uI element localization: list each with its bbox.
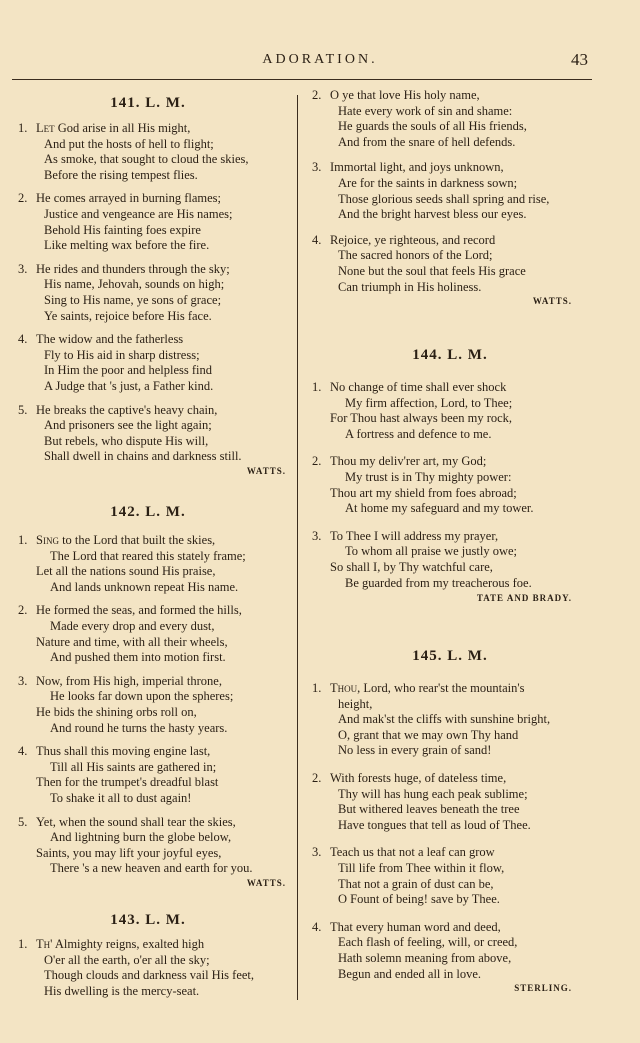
first-word: Sing — [36, 533, 59, 547]
stanza-1 — [0, 533, 296, 595]
stanza-line: Justice and vengeance are His names; — [44, 206, 233, 221]
stanza-line: There 's a new heaven and earth for you. — [50, 861, 253, 876]
stanza-number: 3. — [312, 160, 322, 175]
stanza-2 — [0, 191, 296, 253]
stanza-line: To Thee I will address my prayer, — [330, 528, 499, 543]
stanza-line: No change of time shall ever shock — [330, 380, 507, 394]
stanza-line: Fly to His aid in sharp distress; — [44, 347, 200, 362]
stanza-line: And from the snare of hell defends. — [338, 134, 516, 149]
hymn-title: 144. L. M. — [412, 347, 488, 363]
stanza-line: The widow and the fatherless — [36, 332, 184, 347]
stanza-line — [0, 937, 296, 953]
stanza-line: Yet, when the sound shall tear the skies, — [36, 814, 236, 829]
stanza-line: And lightning burn the globe below, — [50, 830, 232, 845]
stanza-line: O Fount of being! save by Thee. — [338, 892, 500, 907]
stanza-number: 3. — [18, 673, 28, 688]
stanza-line: To shake it all to dust again! — [50, 790, 192, 805]
stanza-3 — [0, 674, 296, 736]
stanza-line: Be guarded from my treacherous foe. — [345, 575, 532, 590]
hymn-144 — [300, 344, 600, 603]
stanza-number: 2. — [18, 603, 28, 618]
stanza-line: And prisoners see the light again; — [44, 418, 212, 433]
stanza-2 — [0, 603, 296, 665]
stanza-1 — [0, 937, 296, 999]
stanza-line: He guards the souls of all His friends, — [338, 119, 527, 134]
stanza-line: Ye saints, rejoice before His face. — [44, 308, 212, 323]
stanza-line: Shall dwell in chains and darkness still. — [44, 449, 242, 464]
stanza-3 — [300, 529, 600, 591]
stanza-line: Till life from Thee within it flow, — [338, 860, 505, 875]
stanza-line: And put the hosts of hell to flight; — [44, 136, 214, 151]
stanza-line: He looks far down upon the spheres; — [50, 689, 234, 704]
stanza-line: In Him the poor and helpless find — [44, 363, 213, 378]
stanza-line: Nature and time, with all their wheels, — [36, 634, 228, 649]
stanza-line: He bids the shining orbs roll on, — [36, 704, 197, 719]
stanza-number: 1. — [18, 121, 28, 135]
stanza-line — [0, 533, 296, 549]
stanza-line: That not a grain of dust can be, — [338, 876, 494, 891]
page-header — [0, 52, 640, 72]
stanza-line: But rebels, who dispute His will, — [44, 433, 209, 448]
stanza-line: For Thou hast always been my rock, — [330, 411, 513, 426]
stanza-line: No less in every grain of sand! — [338, 743, 492, 758]
stanza-number: 2. — [312, 88, 322, 102]
stanza-3 — [300, 845, 600, 907]
line-text: , Lord, who rear'st the mountain's — [357, 681, 525, 695]
hymn-title: 142. L. M. — [110, 504, 186, 520]
stanza-line: Let all the nations sound His praise, — [36, 564, 216, 579]
stanza-line: Those glorious seeds shall spring and rise, — [338, 191, 550, 206]
stanza-line: Thy will has hung each peak sublime; — [338, 786, 528, 801]
stanza-line: And lands unknown repeat His name. — [50, 579, 239, 594]
stanza-number: 3. — [18, 261, 28, 276]
stanza-line: His name, Jehovah, sounds on high; — [44, 277, 225, 292]
stanza-line: The Lord that reared this stately frame; — [50, 548, 246, 563]
stanza-number: 4. — [18, 332, 28, 347]
stanza-2 — [300, 771, 600, 833]
hymn-143 — [0, 909, 296, 999]
stanza-line: Thus shall this moving engine last, — [36, 744, 211, 759]
stanza-number: 1. — [18, 937, 28, 951]
stanza-line: O'er all the earth, o'er all the sky; — [44, 952, 210, 967]
stanza-number: 3. — [312, 528, 322, 543]
stanza-line — [0, 121, 296, 137]
stanza-number: 2. — [312, 454, 322, 469]
stanza-line: Can triumph in His holiness. — [338, 279, 482, 294]
stanza-1 — [0, 121, 296, 183]
stanza-line: He formed the seas, and formed the hills, — [36, 603, 242, 618]
first-word: Let — [36, 121, 55, 135]
stanza-line: A Judge that 's just, a Father kind. — [44, 378, 214, 393]
author-credit: TATE AND BRADY. — [476, 593, 572, 604]
hymn-142 — [0, 501, 296, 888]
column-divider — [297, 95, 298, 1000]
stanza-line: Are for the saints in darkness sown; — [338, 175, 518, 190]
stanza-line: That every human word and deed, — [330, 919, 501, 934]
stanza-line: At home my safeguard and my tower. — [345, 501, 534, 516]
stanza-line: Thou art my shield from foes abroad; — [330, 485, 517, 500]
stanza-line: He comes arrayed in burning flames; — [36, 191, 222, 206]
stanza-line: O, grant that we may own Thy hand — [338, 727, 519, 742]
stanza-line: And round he turns the hasty years. — [50, 720, 228, 735]
hymn-141 — [0, 92, 296, 476]
stanza-number: 4. — [18, 744, 28, 759]
stanza-line: Immortal light, and joys unknown, — [330, 160, 504, 175]
stanza-number: 1. — [18, 533, 28, 547]
stanza-line: As smoke, that sought to cloud the skies, — [44, 152, 249, 167]
stanza-number: 2. — [312, 770, 322, 785]
hymn-title: 143. L. M. — [110, 912, 186, 928]
stanza-4 — [0, 332, 296, 394]
stanza-line: Till all His saints are gathered in; — [50, 759, 217, 774]
stanza-line: And pushed them into motion first. — [50, 650, 226, 665]
stanza-line: O ye that love His holy name, — [330, 88, 480, 102]
line-text: God arise in all His might, — [54, 121, 191, 135]
stanza-line: Have tongues that tell as loud of Thee. — [338, 817, 531, 832]
stanza-line: Then for the trumpet's dreadful blast — [36, 775, 219, 790]
stanza-line: With forests huge, of dateless time, — [330, 770, 507, 785]
stanza-4 — [300, 920, 600, 982]
stanza-1 — [300, 380, 600, 442]
stanza-line: Like melting wax before the fire. — [44, 238, 210, 253]
hymn-title: 141. L. M. — [110, 95, 186, 111]
stanza-number: 4. — [312, 232, 322, 247]
stanza-line: Made every drop and every dust, — [50, 618, 215, 633]
stanza-line: Saints, you may lift your joyful eyes, — [36, 845, 222, 860]
stanza-line: Rejoice, ye righteous, and record — [330, 232, 496, 247]
author-credit: WATTS. — [246, 877, 286, 888]
stanza-line: height, — [338, 696, 373, 711]
stanza-line: Though clouds and darkness vail His feet, — [44, 968, 255, 983]
hymn-143-continued — [300, 88, 600, 306]
stanza-line: Hath solemn meaning from above, — [338, 950, 512, 965]
stanza-number: 4. — [312, 919, 322, 934]
stanza-line: He breaks the captive's heavy chain, — [36, 402, 218, 417]
stanza-line: None but the soul that feels His grace — [338, 263, 526, 278]
stanza-line: Thou my deliv'rer art, my God; — [330, 454, 487, 469]
stanza-line: His dwelling is the mercy-seat. — [44, 983, 200, 998]
stanza-line: So shall I, by Thy watchful care, — [330, 559, 493, 574]
stanza-number: 1. — [312, 380, 322, 394]
hymn-title: 145. L. M. — [412, 648, 488, 664]
author-credit: WATTS. — [532, 296, 572, 307]
stanza-2 — [300, 454, 600, 516]
stanza-line: Now, from His high, imperial throne, — [36, 673, 222, 688]
stanza-line: But withered leaves beneath the tree — [338, 802, 520, 817]
stanza-line: My trust is in Thy mighty power: — [345, 469, 512, 484]
stanza-number: 5. — [18, 402, 28, 417]
page-number: 43 — [571, 50, 588, 69]
stanza-line: Begun and ended all in love. — [338, 966, 482, 981]
stanza-3 — [300, 160, 600, 222]
stanza-line: Hate every work of sin and shame: — [338, 103, 513, 118]
stanza-4 — [300, 233, 600, 295]
line-text: to the Lord that built the skies, — [58, 533, 216, 547]
stanza-number: 5. — [18, 814, 28, 829]
stanza-5 — [0, 403, 296, 465]
hymn-145 — [300, 645, 600, 993]
stanza-3 — [0, 262, 296, 324]
stanza-line: Teach us that not a leaf can grow — [330, 845, 495, 860]
stanza-line: And mak'st the cliffs with sunshine bright, — [338, 712, 551, 727]
stanza-5 — [0, 815, 296, 877]
stanza-2 — [300, 88, 600, 150]
stanza-line: Behold His fainting foes expire — [44, 222, 201, 237]
first-word: Th' — [36, 937, 53, 951]
stanza-1 — [300, 681, 600, 759]
author-credit: STERLING. — [514, 983, 572, 994]
stanza-line: My firm affection, Lord, to Thee; — [345, 395, 513, 410]
running-title: ADORATION. — [262, 52, 378, 67]
line-text: Almighty reigns, exalted high — [52, 937, 205, 951]
stanza-line: Sing to His name, ye sons of grace; — [44, 292, 222, 307]
first-word: Thou — [330, 681, 358, 695]
stanza-4 — [0, 744, 296, 806]
stanza-line: He rides and thunders through the sky; — [36, 261, 230, 276]
stanza-number: 3. — [312, 845, 322, 860]
stanza-number: 1. — [312, 681, 322, 695]
stanza-line: Before the rising tempest flies. — [44, 167, 198, 182]
stanza-number: 2. — [18, 191, 28, 206]
stanza-line: The sacred honors of the Lord; — [338, 248, 493, 263]
stanza-line: And the bright harvest bless our eyes. — [338, 207, 527, 222]
stanza-line: Each flash of feeling, will, or creed, — [338, 935, 518, 950]
stanza-line — [300, 681, 600, 697]
author-credit: WATTS. — [246, 465, 286, 476]
header-rule — [12, 79, 592, 80]
stanza-line: A fortress and defence to me. — [345, 426, 492, 441]
stanza-line: To whom all praise we justly owe; — [345, 544, 518, 559]
